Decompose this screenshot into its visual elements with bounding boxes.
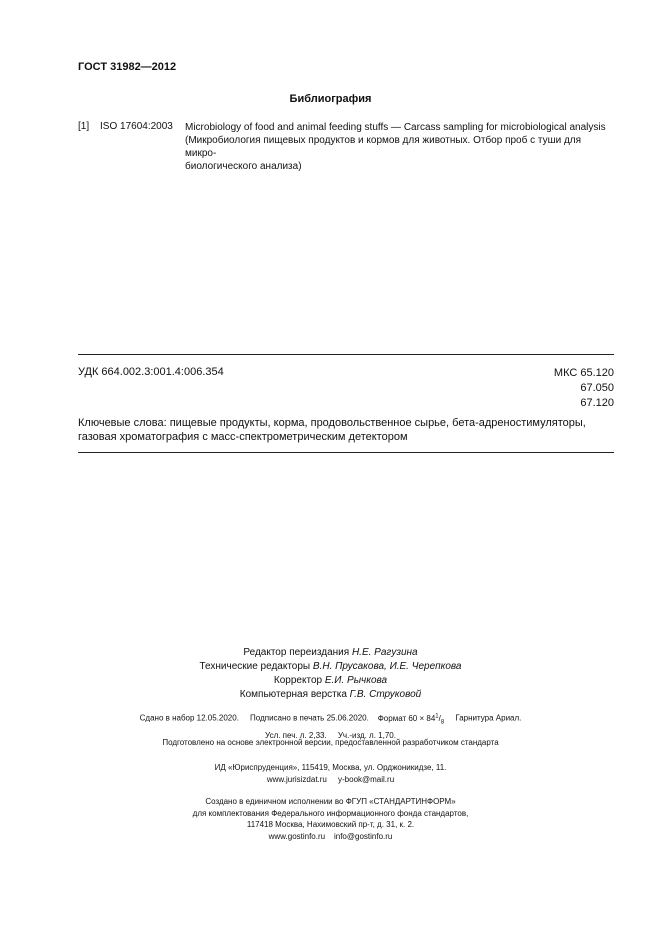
prepared-note: Подготовлено на основе электронной версии, предоставленной разработчиком стандарта bbox=[162, 738, 499, 747]
bibliography-entry-number: [1] bbox=[78, 121, 90, 132]
publisher-sheets: Уч.-изд. л. 1,70. bbox=[337, 731, 396, 741]
divider-top bbox=[78, 354, 614, 355]
publisher-contacts bbox=[0, 774, 661, 786]
publisher-site-link[interactable]: www.jurisizdat.ru bbox=[266, 775, 327, 784]
print-info-line bbox=[0, 710, 661, 729]
bibliography-entry-line: (Микробиология пищевых продуктов и кормов для животных. Отбор проб с туши для микро- bbox=[185, 135, 582, 159]
credit-line bbox=[0, 688, 661, 702]
mks-codes bbox=[554, 366, 614, 411]
credit-role: Технические редакторы bbox=[199, 661, 311, 672]
divider-bottom bbox=[78, 452, 614, 453]
paper-format: Формат $60 \times 84^1/_8$ bbox=[377, 713, 445, 726]
credit-role: Корректор bbox=[273, 675, 323, 686]
created-block bbox=[0, 796, 661, 842]
signed-date: Подписано в печать 25.06.2020. bbox=[250, 713, 369, 723]
keywords-line: Ключевые слова: пищевые продукты, корма, продовольственное сырье, бета-адреностимуляторы, bbox=[78, 417, 586, 429]
credit-line bbox=[0, 674, 661, 688]
bibliography-entry-standard: ISO 17604:2003 bbox=[100, 121, 173, 132]
created-line: Создано в единичном исполнении во ФГУП «СТАНДАРТИНФОРМ» bbox=[205, 797, 456, 806]
udk-code: УДК 664.002.3:001.4:006.354 bbox=[78, 366, 224, 378]
gostinfo-email-link[interactable]: info@gostinfo.ru bbox=[333, 831, 393, 841]
credit-role: Компьютерная верстка bbox=[239, 689, 347, 700]
mks-code: 67.120 bbox=[580, 397, 614, 409]
created-line: для комплектования Федерального информационного фонда стандартов, bbox=[192, 808, 469, 818]
credit-name: В.Н. Прусакова, И.Е. Черепкова bbox=[312, 661, 462, 672]
bibliography-title: Библиография bbox=[289, 93, 372, 105]
publisher-email-link[interactable]: y-book@mail.ru bbox=[338, 775, 395, 784]
keywords bbox=[78, 416, 614, 444]
credit-line bbox=[0, 646, 661, 660]
typeface: Гарнитура Ариал. bbox=[455, 713, 522, 723]
bibliography-entry-text bbox=[185, 121, 615, 173]
credit-line bbox=[0, 660, 661, 674]
bibliography-entry-line: Microbiology of food and animal feeding stuffs — Carcass sampling for microbiological analysis bbox=[185, 122, 606, 133]
created-contacts bbox=[0, 831, 661, 843]
mks-code: МКС 65.120 bbox=[553, 367, 614, 379]
mks-code: 67.050 bbox=[580, 382, 614, 394]
credit-name: Г.В. Струковой bbox=[349, 689, 422, 700]
credit-name: Е.И. Рычкова bbox=[324, 675, 388, 686]
credits-block bbox=[0, 646, 661, 702]
gostinfo-site-link[interactable]: www.gostinfo.ru bbox=[268, 831, 326, 841]
publisher-address: ИД «Юриспруденция», 115419, Москва, ул. Орджоникидзе, 11. bbox=[214, 763, 447, 772]
typeset-date: Сдано в набор 12.05.2020. bbox=[139, 713, 239, 723]
created-line: 117418 Москва, Нахимовский пр-т, д. 31, к. 2. bbox=[246, 820, 415, 829]
standard-code: ГОСТ 31982—2012 bbox=[78, 61, 177, 73]
bibliography-entry-line: биологического анализа) bbox=[185, 161, 302, 172]
credit-role: Редактор переиздания bbox=[243, 647, 350, 658]
credit-name: Н.Е. Рагузина bbox=[351, 647, 418, 658]
publisher-block bbox=[0, 762, 661, 786]
keywords-line: газовая хроматография с масс-спектрометрическим детектором bbox=[78, 431, 408, 443]
printed-sheets: Усл. печ. л. 2,33. bbox=[265, 731, 327, 741]
